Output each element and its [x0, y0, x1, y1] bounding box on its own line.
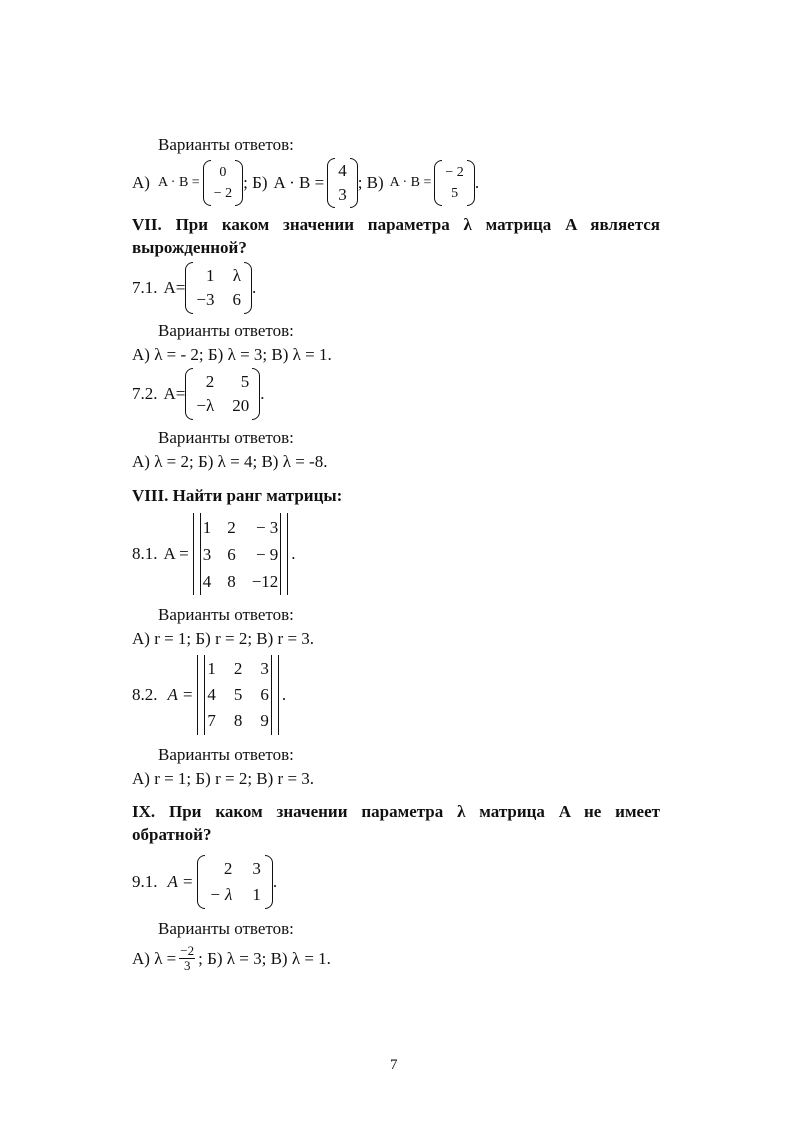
matrix-eq: A= — [163, 384, 186, 403]
option-b-label: ; Б) — [243, 173, 268, 192]
option-c-expr: A · B = — [389, 175, 432, 190]
problem-label: 9.1. — [132, 872, 158, 891]
answers-label-8-1: Варианты ответов: — [158, 605, 294, 624]
matrix-eq: A = — [167, 685, 194, 704]
answers-7-2: А) λ = 2; Б) λ = 4; В) λ = -8. — [132, 452, 328, 471]
option-b-vector: 4 3 — [327, 158, 358, 208]
section-9-heading-line1: IX. При каком значении параметра λ матрица A не имеет — [132, 802, 660, 821]
option-c-vector: − 2 5 — [434, 160, 474, 206]
answers-7-1: А) λ = - 2; Б) λ = 3; В) λ = 1. — [132, 345, 332, 364]
problem-label: 7.1. — [132, 278, 158, 297]
matrix-eq: A = — [163, 544, 189, 563]
problem-8-2: 8.2. A = 1 2 3 4 5 6 7 8 9 . — [132, 655, 286, 735]
option-b-expr: A · B = — [273, 173, 325, 192]
answers-label-7-2: Варианты ответов: — [158, 428, 294, 447]
answers-label-6: Варианты ответов: — [158, 135, 294, 154]
page-number: 7 — [390, 1057, 398, 1073]
option-a-expr: A · B = — [157, 175, 200, 190]
matrix-eq: A= — [163, 278, 186, 297]
problem-label: 8.1. — [132, 544, 158, 563]
problem-7-1: 7.1. A= 1 λ −3 6 . — [132, 262, 256, 314]
matrix-7-1: 1 λ −3 6 — [185, 262, 252, 314]
problem-8-1: 8.1. A = 1 2 − 3 3 6 − 9 4 8 −12 . — [132, 513, 296, 595]
section-8-heading: VIII. Найти ранг матрицы: — [132, 486, 343, 505]
problem-label: 7.2. — [132, 384, 158, 403]
problem-9-1: 9.1. A = 2 3 − λ 1 . — [132, 855, 277, 909]
answers-8-1: А) r = 1; Б) r = 2; В) r = 3. — [132, 629, 315, 648]
option-a-label: А) — [132, 173, 150, 192]
matrix-9-1: 2 3 − λ 1 — [197, 855, 273, 909]
matrix-8-2: 1 2 3 4 5 6 7 8 9 — [197, 655, 279, 735]
answers-label-7-1: Варианты ответов: — [158, 321, 294, 340]
section-7-heading-line2: вырожденной? — [132, 238, 247, 257]
section-7-heading-line1: VII. При каком значении параметра λ матрица A является — [132, 215, 660, 234]
fraction: $\frac{-2}{3}$ — [180, 943, 195, 973]
section-9-heading-line2: обратной? — [132, 825, 212, 844]
option-c-label: ; В) — [357, 173, 384, 192]
matrix-7-2: 2 5 −λ 20 — [185, 368, 260, 420]
problem-7-2: 7.2. A= 2 5 −λ 20 . — [132, 368, 264, 420]
option-a-vector: 0 − 2 — [203, 160, 243, 206]
matrix-8-1: 1 2 − 3 3 6 − 9 4 8 −12 — [193, 513, 289, 595]
problem-label: 8.2. — [132, 685, 158, 704]
answers-9-1: А) λ = $\frac{-2}{3}$ ; Б) λ = 3; В) λ = 1. — [132, 943, 331, 973]
answers-8-2: А) r = 1; Б) r = 2; В) r = 3. — [132, 769, 315, 788]
answers-6: А) A · B = 0 − 2 ; Б) A · B = 4 3 ; В) A · B = − 2 5 . — [132, 158, 479, 208]
matrix-eq: A = — [167, 872, 194, 891]
answers-label-9-1: Варианты ответов: — [158, 919, 294, 938]
answers-label-8-2: Варианты ответов: — [158, 745, 294, 764]
